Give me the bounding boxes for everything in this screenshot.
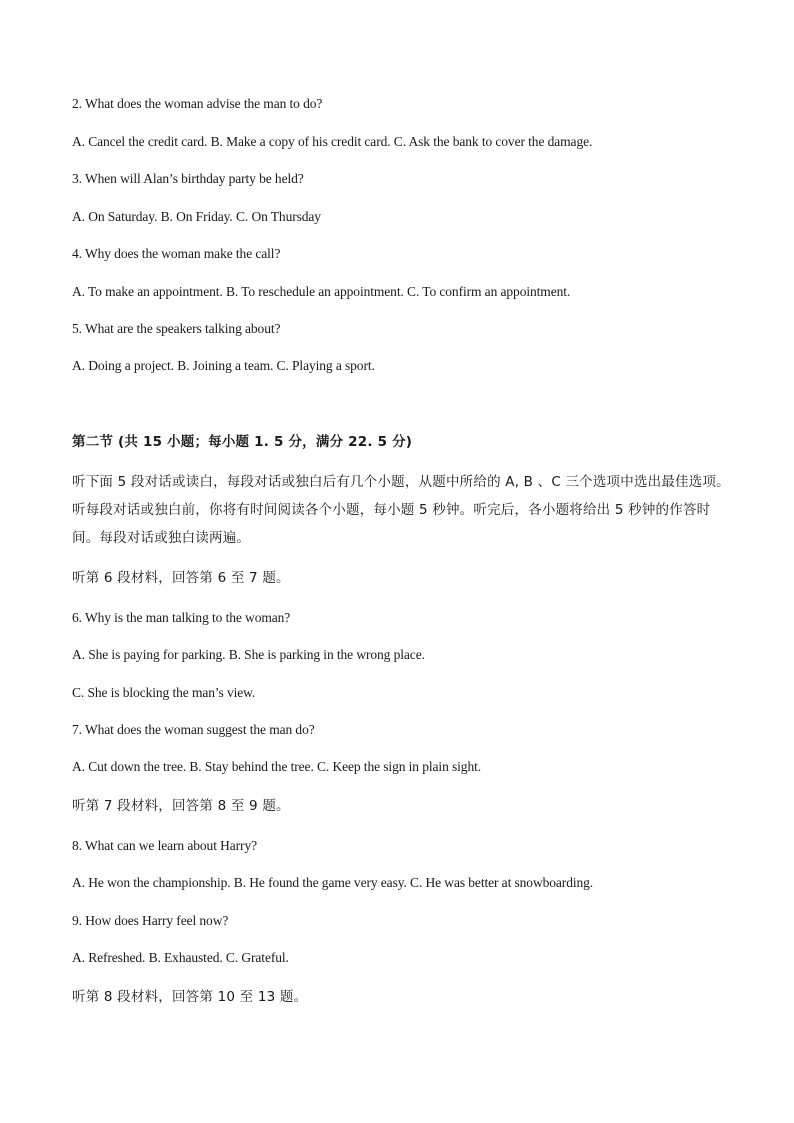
question-2: 2. What does the woman advise the man to do?: [72, 96, 323, 111]
section-2-instructions-line-1: 听下面 5 段对话或读白，每段对话或独白后有几个小题，从题中所给的 A, B 、C 三个选项中选出最佳选项。: [72, 474, 730, 490]
material-7-heading: 听第 7 段材料，回答第 8 至 9 题。: [72, 798, 290, 814]
question-7-options: A. Cut down the tree. B. Stay behind the tree. C. Keep the sign in plain sight.: [72, 759, 482, 774]
question-6: 6. Why is the man talking to the woman?: [72, 610, 291, 625]
material-8-heading: 听第 8 段材料，回答第 10 至 13 题。: [72, 989, 308, 1005]
question-6-options-line-1: A. She is paying for parking. B. She is parking in the wrong place.: [72, 647, 425, 662]
section-2-heading: 第二节 (共 15 小题；每小题 1. 5 分，满分 22. 5 分): [72, 434, 413, 450]
question-9-options: A. Refreshed. B. Exhausted. C. Grateful.: [72, 950, 289, 965]
question-3: 3. When will Alan’s birthday party be held?: [72, 171, 304, 186]
question-9: 9. How does Harry feel now?: [72, 913, 229, 928]
material-6-heading: 听第 6 段材料，回答第 6 至 7 题。: [72, 570, 290, 586]
question-6-options-line-2: C. She is blocking the man’s view.: [72, 685, 256, 700]
question-8: 8. What can we learn about Harry?: [72, 838, 257, 853]
section-2-instructions-line-3: 间。每段对话或独白读两遍。: [72, 530, 251, 546]
question-7: 7. What does the woman suggest the man do?: [72, 722, 315, 737]
question-8-options: A. He won the championship. B. He found the game very easy. C. He was better at snowboarding.: [72, 875, 594, 890]
question-4-options: A. To make an appointment. B. To reschedule an appointment. C. To confirm an appointment.: [72, 284, 571, 299]
question-4: 4. Why does the woman make the call?: [72, 246, 281, 261]
section-2-instructions-line-2: 听每段对话或独白前，你将有时间阅读各个小题，每小题 5 秒钟。听完后，各小题将给出 5 秒钟的作答时: [72, 502, 711, 518]
question-2-options: A. Cancel the credit card. B. Make a copy of his credit card. C. Ask the bank to cover the damage.: [72, 134, 593, 149]
question-5-options: A. Doing a project. B. Joining a team. C. Playing a sport.: [72, 358, 375, 373]
question-3-options: A. On Saturday. B. On Friday. C. On Thursday: [72, 209, 321, 224]
question-5: 5. What are the speakers talking about?: [72, 321, 281, 336]
